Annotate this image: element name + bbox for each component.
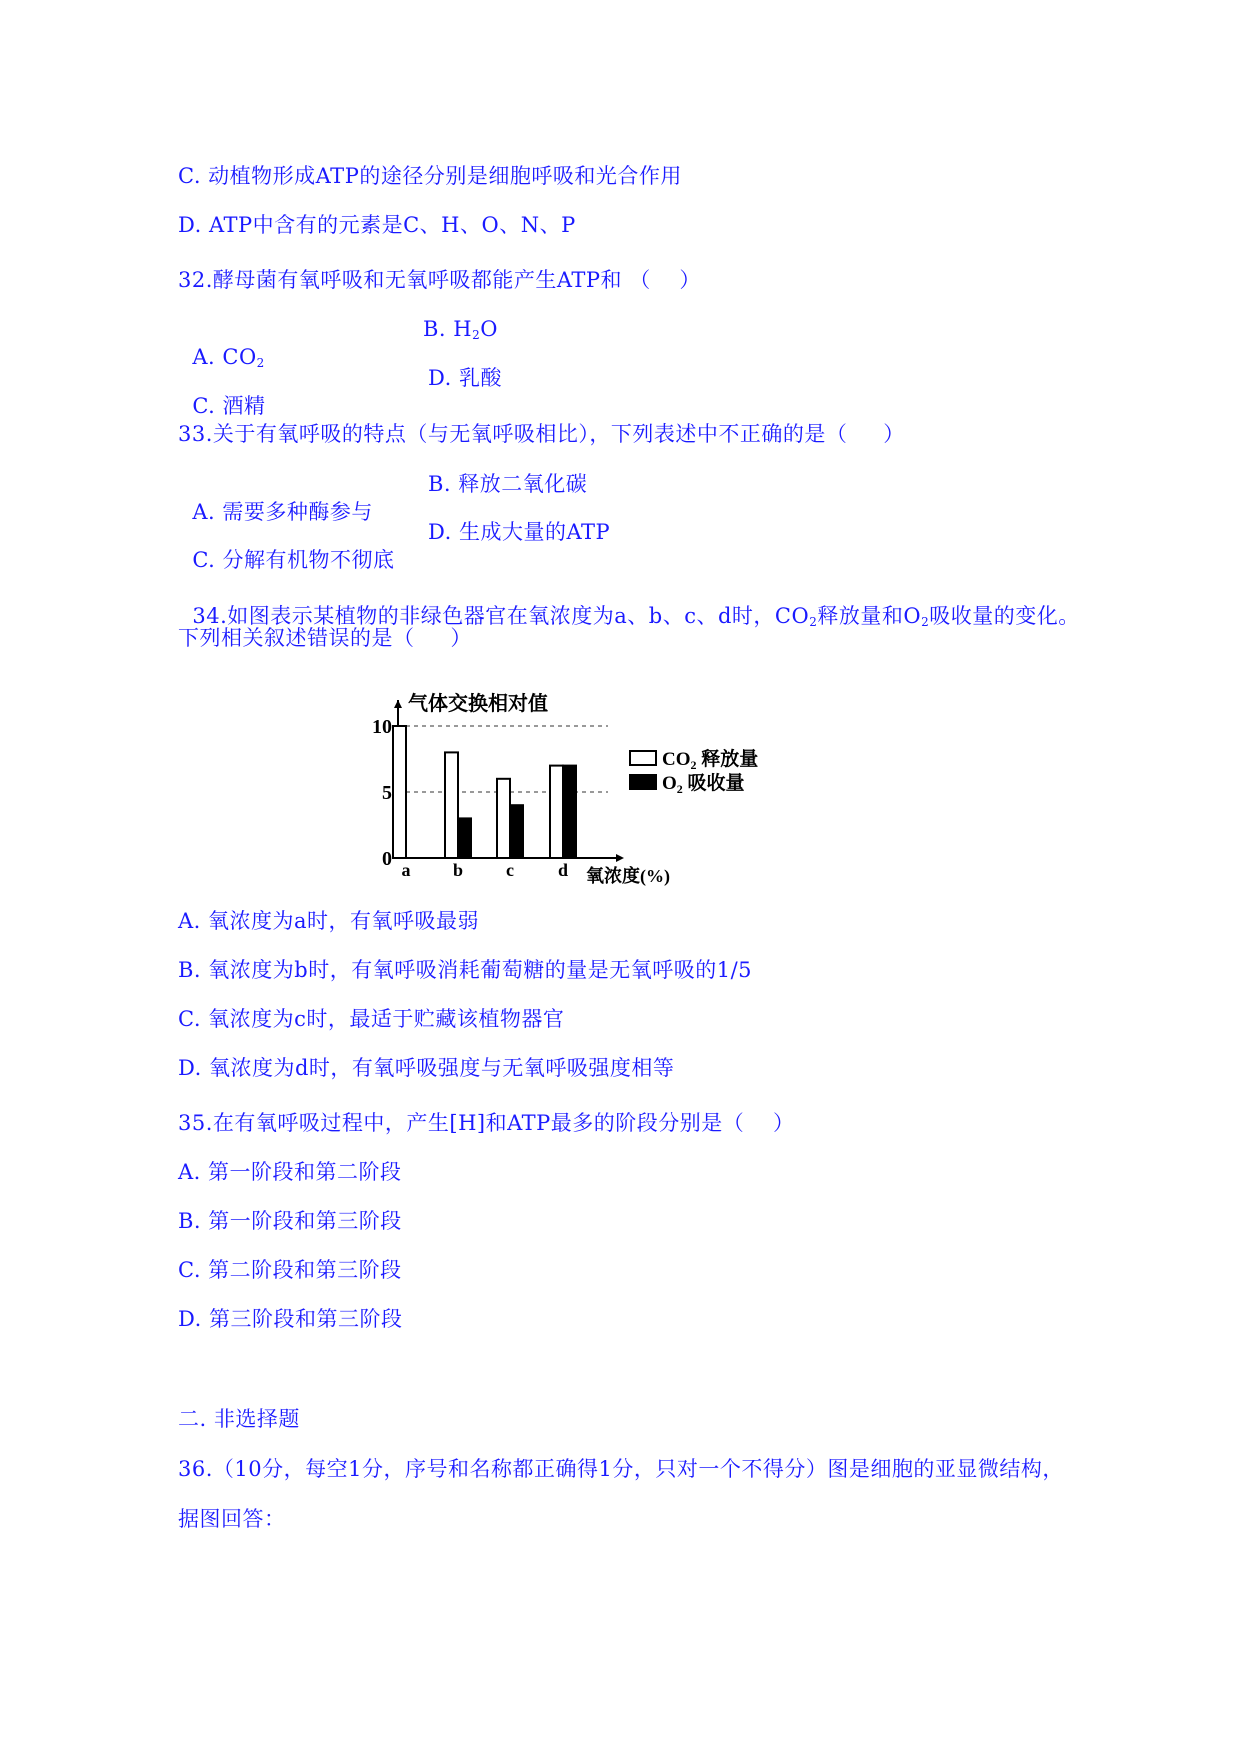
bar-c-co2 bbox=[497, 779, 510, 858]
section-heading-nonchoice: 二. 非选择题 bbox=[178, 1407, 300, 1431]
q35-option-b: B. 第一阶段和第三阶段 bbox=[178, 1209, 402, 1233]
x-axis-arrow bbox=[616, 854, 624, 862]
question-35: 35.在有氧呼吸过程中，产生[H]和ATP最多的阶段分别是（ ） bbox=[178, 1111, 795, 1135]
bar-c-o2 bbox=[510, 805, 523, 858]
legend-swatch-o2 bbox=[630, 775, 656, 789]
question-32: 32.酵母菌有氧呼吸和无氧呼吸都能产生ATP和 （ ） bbox=[178, 268, 701, 292]
y-tick-label: 0 bbox=[382, 848, 392, 870]
q34-option-a: A. 氧浓度为a时，有氧呼吸最弱 bbox=[178, 909, 480, 933]
question-34-line2: 下列相关叙述错误的是（ ） bbox=[178, 626, 472, 650]
bar-b-o2 bbox=[458, 818, 471, 858]
legend-label-co2: $CO_2$ 释放量 bbox=[662, 749, 759, 772]
q32-option-d: D. 乳酸 bbox=[428, 366, 502, 390]
q32-option-a: A. $CO_2$ bbox=[192, 345, 265, 370]
y-axis-arrow bbox=[394, 700, 402, 708]
bar-d-co2 bbox=[550, 766, 563, 858]
bar-b-co2 bbox=[445, 752, 458, 858]
legend-swatch-co2 bbox=[630, 751, 656, 765]
q35-option-a: A. 第一阶段和第二阶段 bbox=[178, 1160, 402, 1184]
question-34: 34.如图表示某植物的非绿色器官在氧浓度为a、b、c、d时，$CO_2$释放量和$O_2$吸收量的变化。 bbox=[192, 604, 1080, 629]
legend-label-o2: $O_2$ 吸收量 bbox=[662, 773, 745, 796]
q35-option-d: D. 第三阶段和第三阶段 bbox=[178, 1307, 403, 1331]
x-axis-label: 氧浓度(%) bbox=[586, 866, 670, 886]
bar-d-o2 bbox=[563, 766, 576, 858]
chart-legend bbox=[630, 747, 758, 796]
q33-option-b: B. 释放二氧化碳 bbox=[428, 472, 588, 496]
question-36-line2: 据图回答： bbox=[178, 1507, 286, 1531]
q34-option-c: C. 氧浓度为c时，最适于贮藏该植物器官 bbox=[178, 1007, 565, 1031]
q34-option-b: B. 氧浓度为b时，有氧呼吸消耗葡萄糖的量是无氧呼吸的1/5 bbox=[178, 958, 753, 982]
bar-a-co2 bbox=[393, 726, 406, 858]
chart-bars bbox=[393, 726, 576, 858]
y-tick-label: 5 bbox=[382, 782, 392, 804]
q33-option-d: D. 生成大量的ATP bbox=[428, 520, 611, 544]
y-tick-label: 10 bbox=[372, 716, 392, 738]
q33-option-c: C. 分解有机物不彻底 bbox=[192, 548, 395, 572]
x-tick-label: c bbox=[506, 860, 514, 880]
chart-title: 气体交换相对值 bbox=[408, 693, 548, 715]
question-33: 33.关于有氧呼吸的特点（与无氧呼吸相比），下列表述中不正确的是（ ） bbox=[178, 422, 905, 446]
q35-option-c: C. 第二阶段和第三阶段 bbox=[178, 1258, 402, 1282]
q34-option-d: D. 氧浓度为d时，有氧呼吸强度与无氧呼吸强度相等 bbox=[178, 1056, 675, 1080]
q33-option-a: A. 需要多种酶参与 bbox=[192, 500, 373, 524]
x-tick-label: d bbox=[557, 860, 569, 880]
gas-exchange-bar-chart bbox=[368, 688, 848, 898]
question-36: 36.（10分，每空1分，序号和名称都正确得1分，只对一个不得分）图是细胞的亚显微结构， bbox=[178, 1457, 1064, 1481]
q32-option-c: C. 酒精 bbox=[192, 394, 266, 418]
x-tick-label: b bbox=[452, 860, 464, 880]
chart-labels bbox=[372, 716, 670, 887]
x-tick-label: a bbox=[401, 860, 411, 880]
q32-option-b: B. $H_2O$ bbox=[423, 317, 498, 342]
q31-option-d: D. ATP中含有的元素是C、H、O、N、P bbox=[178, 213, 576, 237]
q31-option-c: C. 动植物形成ATP的途径分别是细胞呼吸和光合作用 bbox=[178, 164, 682, 188]
